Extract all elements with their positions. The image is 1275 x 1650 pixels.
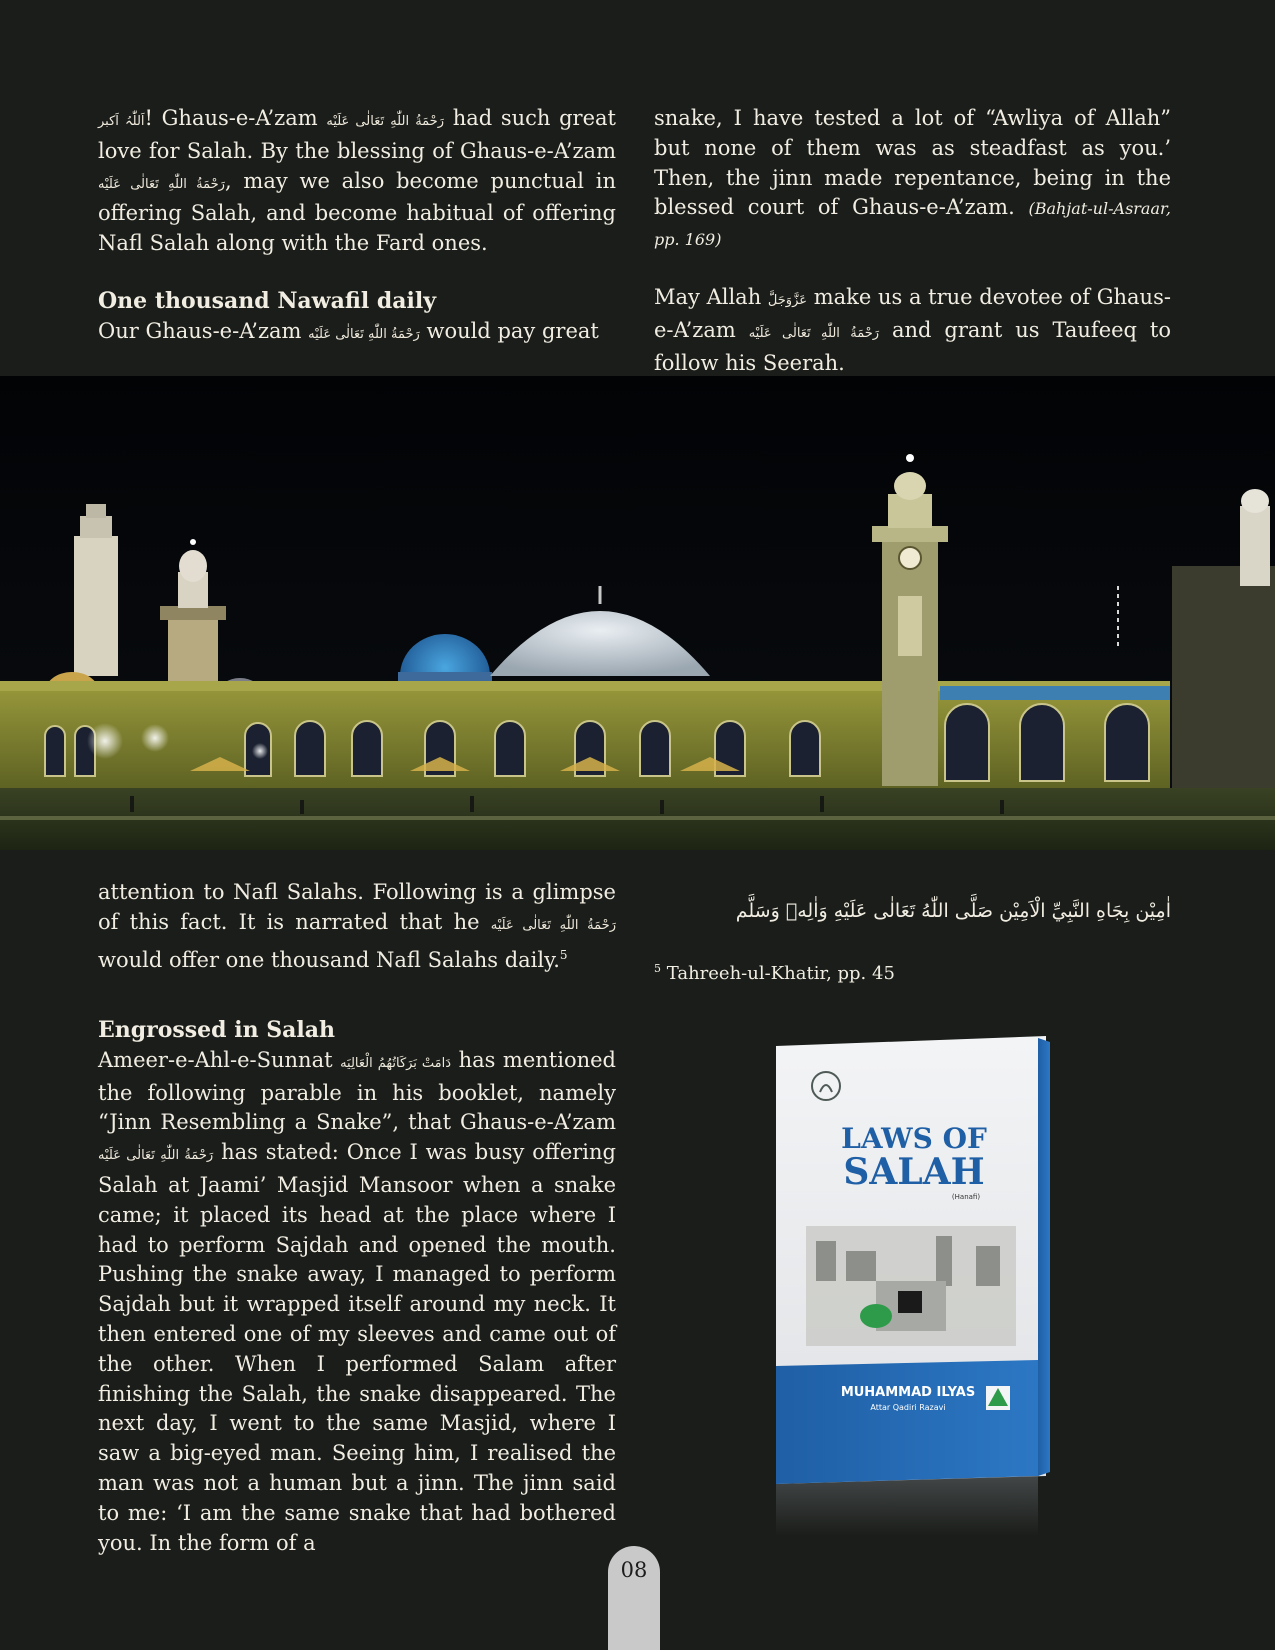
text-column-2 — [654, 104, 1171, 378]
daamat-barakatuhum: دَامَتْ بَرَكَاتُهُمُ الْعَالِيَه — [340, 1055, 452, 1071]
book-subtitle: (Hanafi) — [951, 1193, 981, 1201]
paragraph-snake-end: snake, I have tested a lot of “Awliya of Allah” but none of them was as steadfast as you.’ Then, the jinn made repentance, being in the blessed court of Ghaus-e-A’zam. (Bahjat-ul-Asraar, pp. 169) — [654, 106, 1171, 250]
mosque-night-photo — [0, 376, 1275, 850]
text-column-1 — [98, 104, 616, 350]
dua-line: اٰمِيْن بِجَاهِ النَّبِيِّ الْاَمِيْن صَلَّى اللّٰهُ تَعَالٰى عَلَيْهِ وَاٰلِهٖ وَسَلَّم — [735, 900, 1171, 922]
honorific: رَحْمَةُ اللّٰهِ تَعَالٰى عَلَيْه — [98, 1148, 214, 1164]
citation: (Bahjat-ul-Asraar, pp. 169) — [654, 199, 1171, 250]
text-column-4 — [98, 1016, 616, 1558]
paragraph-snake-story: Ameer-e-Ahl-e-Sunnat دَامَتْ بَرَكَاتُهُمُ الْعَالِيَه has mentioned the following parable in his booklet, namely “Jinn Resembling a Snake”, that Ghaus-e-A’zam رَحْمَةُ اللّٰهِ تَعَالٰى عَلَيْه has stated: Once I was busy offering Salah at Jaami’ Masjid Mansoor when a snake came; it placed its head at the place where I had to perform Sajdah and opened the mouth. Pushing the snake away, I managed to perform Sajdah but it wrapped itself around my neck. It then entered one of my sleeves and came out of the other. When I performed Salam after finishing the Salah, the snake disappeared. The next day, I went to the same Masjid, where I saw a big-eyed man. Seeing him, I realised the man was not a human but a jinn. The jinn said to me: ‘I am the same snake that had bothered you. In the form of a — [98, 1047, 616, 1555]
mosque-illustration — [0, 376, 1275, 850]
footnote-mark: 5 — [654, 962, 661, 975]
arabic-allahu-akbar: اَللّٰہُ اَکبر — [98, 114, 145, 129]
section-heading: Engrossed in Salah — [98, 1017, 335, 1043]
text-column-3 — [98, 878, 616, 975]
book-title-line1: LAWS OF — [841, 1122, 987, 1155]
footnote-ref: 5 — [559, 947, 568, 962]
book-cover-laws-of-salah — [776, 1036, 1050, 1536]
paragraph-nawafil: Our Ghaus-e-A’zam رَحْمَةُ اللّٰهِ تَعَالٰى عَلَيْه would pay great — [98, 318, 599, 343]
footnote-text: Tahreeh-ul-Khatir, pp. 45 — [666, 963, 895, 984]
section-heading: One thousand Nawafil daily — [98, 287, 437, 314]
book-author-sub: Attar Qadiri Razavi — [870, 1403, 946, 1412]
paragraph-dua: May Allah عَزَّوَجَلَّ make us a true devotee of Ghaus-e-A’zam رَحْمَةُ اللّٰهِ تَعَالٰى عَلَيْه and grant us Taufeeq to follow his Seerah. — [654, 284, 1171, 375]
paragraph-thousand-nafl: attention to Nafl Salahs. Following is a glimpse of this fact. It is narrated that he رَحْمَةُ اللّٰهِ تَعَالٰى عَلَيْه would offer one thousand Nafl Salahs daily.$^5$ — [98, 880, 616, 972]
paragraph-salah-love: اَللّٰہُ اَکبر! Ghaus-e-A’zam رَحْمَةُ اللّٰهِ تَعَالٰى عَلَيْه had such great love for Salah. By the blessing of Ghaus-e-A’zam رَحْمَةُ اللّٰهِ تَعَالٰى عَلَيْه, may we also become punctual in offering Salah, and become habitual of offering Nafl Salah along with the Fard ones. — [98, 106, 616, 256]
book-title-line2: SALAH — [843, 1151, 985, 1193]
book-author: MUHAMMAD ILYAS — [840, 1385, 976, 1400]
book-illustration — [776, 1036, 1050, 1536]
page-number: 08 — [620, 1558, 648, 1582]
honorific: رَحْمَةُ اللّٰهِ تَعَالٰى عَلَيْه — [326, 114, 444, 129]
azza-wa-jal: عَزَّوَجَلَّ — [767, 292, 807, 308]
honorific: رَحْمَةُ اللّٰهِ تَعَالٰى عَلَيْه — [748, 325, 880, 341]
honorific: رَحْمَةُ اللّٰهِ تَعَالٰى عَلَيْه — [308, 326, 420, 342]
honorific: رَحْمَةُ اللّٰهِ تَعَالٰى عَلَيْه — [490, 917, 616, 933]
honorific: رَحْمَةُ اللّٰهِ تَعَالٰى عَلَيْه — [98, 176, 225, 192]
footnote — [654, 962, 895, 984]
